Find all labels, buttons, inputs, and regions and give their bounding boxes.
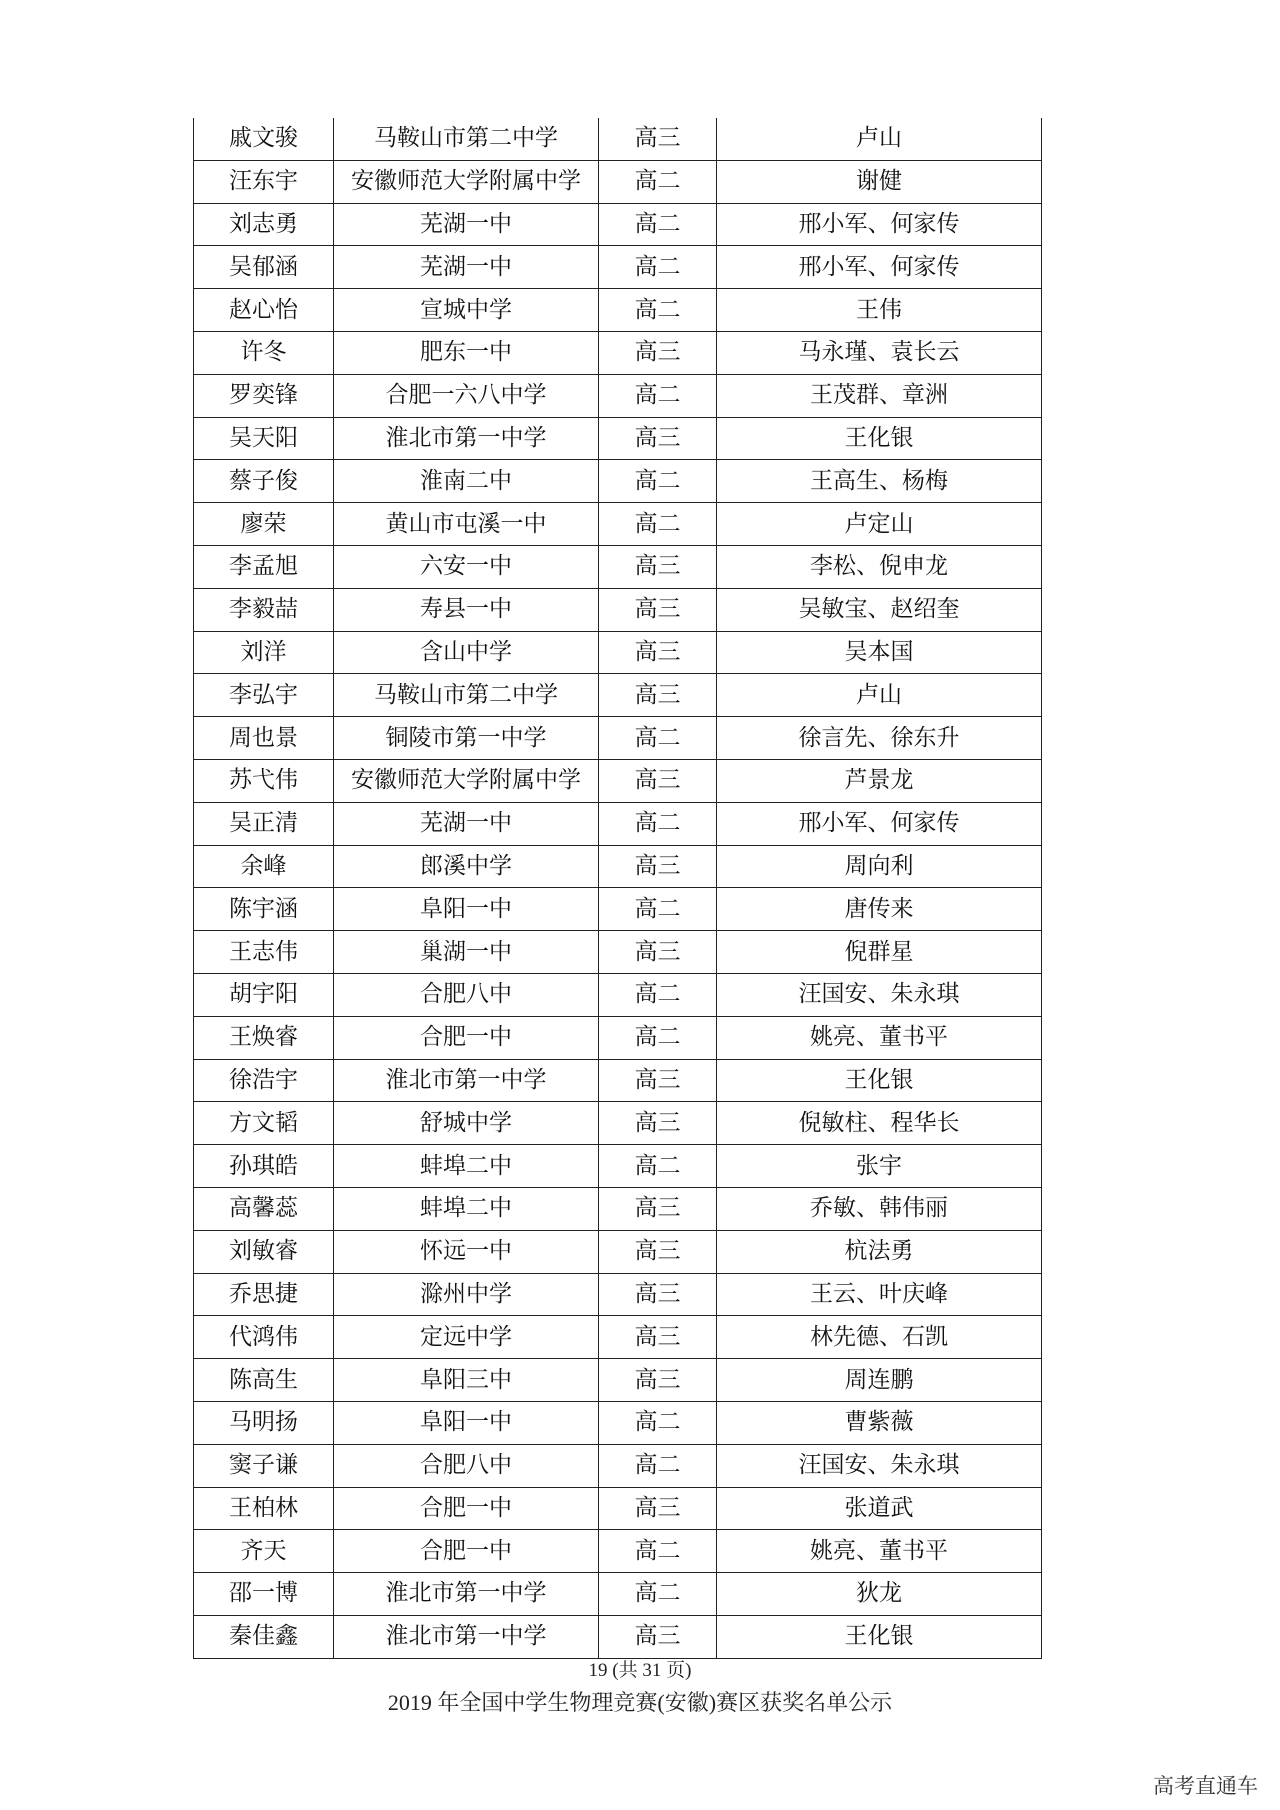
student-name-cell: 李孟旭 [194,545,334,588]
grade-cell: 高三 [599,1615,717,1658]
table-row [194,331,1042,374]
school-cell: 蚌埠二中 [334,1145,599,1188]
table-row [194,1273,1042,1316]
table-row [194,203,1042,246]
school-cell: 六安一中 [334,545,599,588]
student-name-cell: 王焕睿 [194,1016,334,1059]
school-cell: 黄山市屯溪一中 [334,503,599,546]
student-name-cell: 胡宇阳 [194,973,334,1016]
grade-cell: 高三 [599,417,717,460]
grade-cell: 高三 [599,331,717,374]
coach-cell: 吴敏宝、赵绍奎 [717,588,1042,631]
table-row [194,888,1042,931]
grade-cell: 高三 [599,1359,717,1402]
student-name-cell: 王柏林 [194,1487,334,1530]
coach-cell: 芦景龙 [717,759,1042,802]
student-name-cell: 方文韬 [194,1102,334,1145]
student-name-cell: 代鸿伟 [194,1316,334,1359]
student-name-cell: 乔思捷 [194,1273,334,1316]
coach-cell: 邢小军、何家传 [717,203,1042,246]
grade-cell: 高三 [599,1059,717,1102]
school-cell: 合肥一中 [334,1487,599,1530]
school-cell: 安徽师范大学附属中学 [334,759,599,802]
grade-cell: 高三 [599,545,717,588]
table-row [194,1059,1042,1102]
grade-cell: 高三 [599,1273,717,1316]
school-cell: 淮北市第一中学 [334,1059,599,1102]
school-cell: 合肥一六八中学 [334,374,599,417]
coach-cell: 王化银 [717,417,1042,460]
grade-cell: 高二 [599,1145,717,1188]
table-row [194,1316,1042,1359]
table-row [194,931,1042,974]
table-row [194,160,1042,203]
table-row [194,1230,1042,1273]
table-row [194,1145,1042,1188]
student-name-cell: 王志伟 [194,931,334,974]
student-name-cell: 苏弋伟 [194,759,334,802]
coach-cell: 曹紫薇 [717,1401,1042,1444]
grade-cell: 高三 [599,118,717,160]
coach-cell: 汪国安、朱永琪 [717,1444,1042,1487]
school-cell: 马鞍山市第二中学 [334,118,599,160]
grade-cell: 高二 [599,802,717,845]
grade-cell: 高二 [599,503,717,546]
table-row [194,545,1042,588]
coach-cell: 王化银 [717,1059,1042,1102]
school-cell: 淮北市第一中学 [334,1573,599,1616]
grade-cell: 高二 [599,1573,717,1616]
student-name-cell: 秦佳鑫 [194,1615,334,1658]
school-cell: 淮北市第一中学 [334,1615,599,1658]
grade-cell: 高二 [599,160,717,203]
coach-cell: 马永瑾、袁长云 [717,331,1042,374]
student-name-cell: 赵心怡 [194,289,334,332]
table-row [194,1016,1042,1059]
table-row [194,1573,1042,1616]
coach-cell: 邢小军、何家传 [717,802,1042,845]
school-cell: 含山中学 [334,631,599,674]
coach-cell: 张道武 [717,1487,1042,1530]
grade-cell: 高三 [599,931,717,974]
school-cell: 巢湖一中 [334,931,599,974]
grade-cell: 高三 [599,674,717,717]
table-row [194,1444,1042,1487]
coach-cell: 周向利 [717,845,1042,888]
student-name-cell: 陈宇涵 [194,888,334,931]
coach-cell: 姚亮、董书平 [717,1016,1042,1059]
table-row [194,1359,1042,1402]
coach-cell: 倪敏柱、程华长 [717,1102,1042,1145]
coach-cell: 谢健 [717,160,1042,203]
grade-cell: 高三 [599,1187,717,1230]
school-cell: 滁州中学 [334,1273,599,1316]
student-name-cell: 陈高生 [194,1359,334,1402]
grade-cell: 高二 [599,203,717,246]
student-name-cell: 齐天 [194,1530,334,1573]
table-row [194,631,1042,674]
coach-cell: 唐传来 [717,888,1042,931]
student-name-cell: 吴郁涵 [194,246,334,289]
coach-cell: 张宇 [717,1145,1042,1188]
school-cell: 舒城中学 [334,1102,599,1145]
coach-cell: 倪群星 [717,931,1042,974]
school-cell: 寿县一中 [334,588,599,631]
grade-cell: 高三 [599,631,717,674]
student-name-cell: 李弘宇 [194,674,334,717]
grade-cell: 高三 [599,759,717,802]
coach-cell: 卢定山 [717,503,1042,546]
school-cell: 合肥八中 [334,1444,599,1487]
student-name-cell: 高馨蕊 [194,1187,334,1230]
grade-cell: 高二 [599,888,717,931]
table-row [194,1615,1042,1658]
coach-cell: 汪国安、朱永琪 [717,973,1042,1016]
student-name-cell: 李毅喆 [194,588,334,631]
table-row [194,588,1042,631]
table-row [194,374,1042,417]
coach-cell: 乔敏、韩伟丽 [717,1187,1042,1230]
coach-cell: 王茂群、章洲 [717,374,1042,417]
student-name-cell: 刘洋 [194,631,334,674]
student-name-cell: 余峰 [194,845,334,888]
school-cell: 阜阳三中 [334,1359,599,1402]
coach-cell: 徐言先、徐东升 [717,717,1042,760]
grade-cell: 高二 [599,1016,717,1059]
table-row [194,417,1042,460]
student-name-cell: 刘志勇 [194,203,334,246]
coach-cell: 王高生、杨梅 [717,460,1042,503]
table-row [194,973,1042,1016]
table-row [194,1487,1042,1530]
student-name-cell: 许冬 [194,331,334,374]
school-cell: 合肥一中 [334,1530,599,1573]
school-cell: 铜陵市第一中学 [334,717,599,760]
school-cell: 合肥一中 [334,1016,599,1059]
school-cell: 蚌埠二中 [334,1187,599,1230]
table-row [194,246,1042,289]
school-cell: 定远中学 [334,1316,599,1359]
student-name-cell: 廖荣 [194,503,334,546]
coach-cell: 杭法勇 [717,1230,1042,1273]
award-list-table [193,118,1042,1659]
grade-cell: 高二 [599,1401,717,1444]
table-row [194,289,1042,332]
school-cell: 芜湖一中 [334,203,599,246]
page-number: 19 (共 31 页) [588,1660,692,1681]
grade-cell: 高二 [599,289,717,332]
student-name-cell: 周也景 [194,717,334,760]
student-name-cell: 吴天阳 [194,417,334,460]
coach-cell: 王伟 [717,289,1042,332]
grade-cell: 高三 [599,1316,717,1359]
student-name-cell: 汪东宇 [194,160,334,203]
grade-cell: 高二 [599,973,717,1016]
grade-cell: 高三 [599,1102,717,1145]
school-cell: 芜湖一中 [334,246,599,289]
school-cell: 芜湖一中 [334,802,599,845]
student-name-cell: 罗奕锋 [194,374,334,417]
table-row [194,1401,1042,1444]
student-name-cell: 孙琪皓 [194,1145,334,1188]
school-cell: 安徽师范大学附属中学 [334,160,599,203]
grade-cell: 高三 [599,1230,717,1273]
table-row [194,1187,1042,1230]
grade-cell: 高三 [599,1487,717,1530]
student-name-cell: 吴正清 [194,802,334,845]
coach-cell: 王化银 [717,1615,1042,1658]
coach-cell: 卢山 [717,674,1042,717]
student-name-cell: 戚文骏 [194,118,334,160]
student-name-cell: 窦子谦 [194,1444,334,1487]
grade-cell: 高三 [599,588,717,631]
table-row [194,118,1042,160]
document-title: 2019 年全国中学生物理竞赛(安徽)赛区获奖名单公示 [387,1690,893,1715]
table-row [194,1530,1042,1573]
school-cell: 郎溪中学 [334,845,599,888]
grade-cell: 高二 [599,1444,717,1487]
table-row [194,802,1042,845]
student-name-cell: 徐浩宇 [194,1059,334,1102]
school-cell: 宣城中学 [334,289,599,332]
coach-cell: 王云、叶庆峰 [717,1273,1042,1316]
coach-cell: 狄龙 [717,1573,1042,1616]
student-name-cell: 蔡子俊 [194,460,334,503]
table-row [194,717,1042,760]
grade-cell: 高二 [599,1530,717,1573]
table-row [194,1102,1042,1145]
table-row [194,845,1042,888]
table-row [194,503,1042,546]
school-cell: 淮北市第一中学 [334,417,599,460]
school-cell: 怀远一中 [334,1230,599,1273]
school-cell: 阜阳一中 [334,888,599,931]
coach-cell: 周连鹏 [717,1359,1042,1402]
table-row [194,460,1042,503]
table-row [194,674,1042,717]
school-cell: 肥东一中 [334,331,599,374]
grade-cell: 高三 [599,845,717,888]
table-row [194,759,1042,802]
student-name-cell: 邵一博 [194,1573,334,1616]
grade-cell: 高二 [599,460,717,503]
school-cell: 淮南二中 [334,460,599,503]
award-list-body [194,118,1042,1658]
coach-cell: 卢山 [717,118,1042,160]
coach-cell: 邢小军、何家传 [717,246,1042,289]
student-name-cell: 马明扬 [194,1401,334,1444]
student-name-cell: 刘敏睿 [194,1230,334,1273]
grade-cell: 高二 [599,717,717,760]
grade-cell: 高二 [599,374,717,417]
coach-cell: 姚亮、董书平 [717,1530,1042,1573]
coach-cell: 李松、倪申龙 [717,545,1042,588]
school-cell: 合肥八中 [334,973,599,1016]
school-cell: 阜阳一中 [334,1401,599,1444]
watermark-text: 高考直通车 [1153,1774,1258,1798]
school-cell: 马鞍山市第二中学 [334,674,599,717]
coach-cell: 林先德、石凯 [717,1316,1042,1359]
coach-cell: 吴本国 [717,631,1042,674]
grade-cell: 高二 [599,246,717,289]
